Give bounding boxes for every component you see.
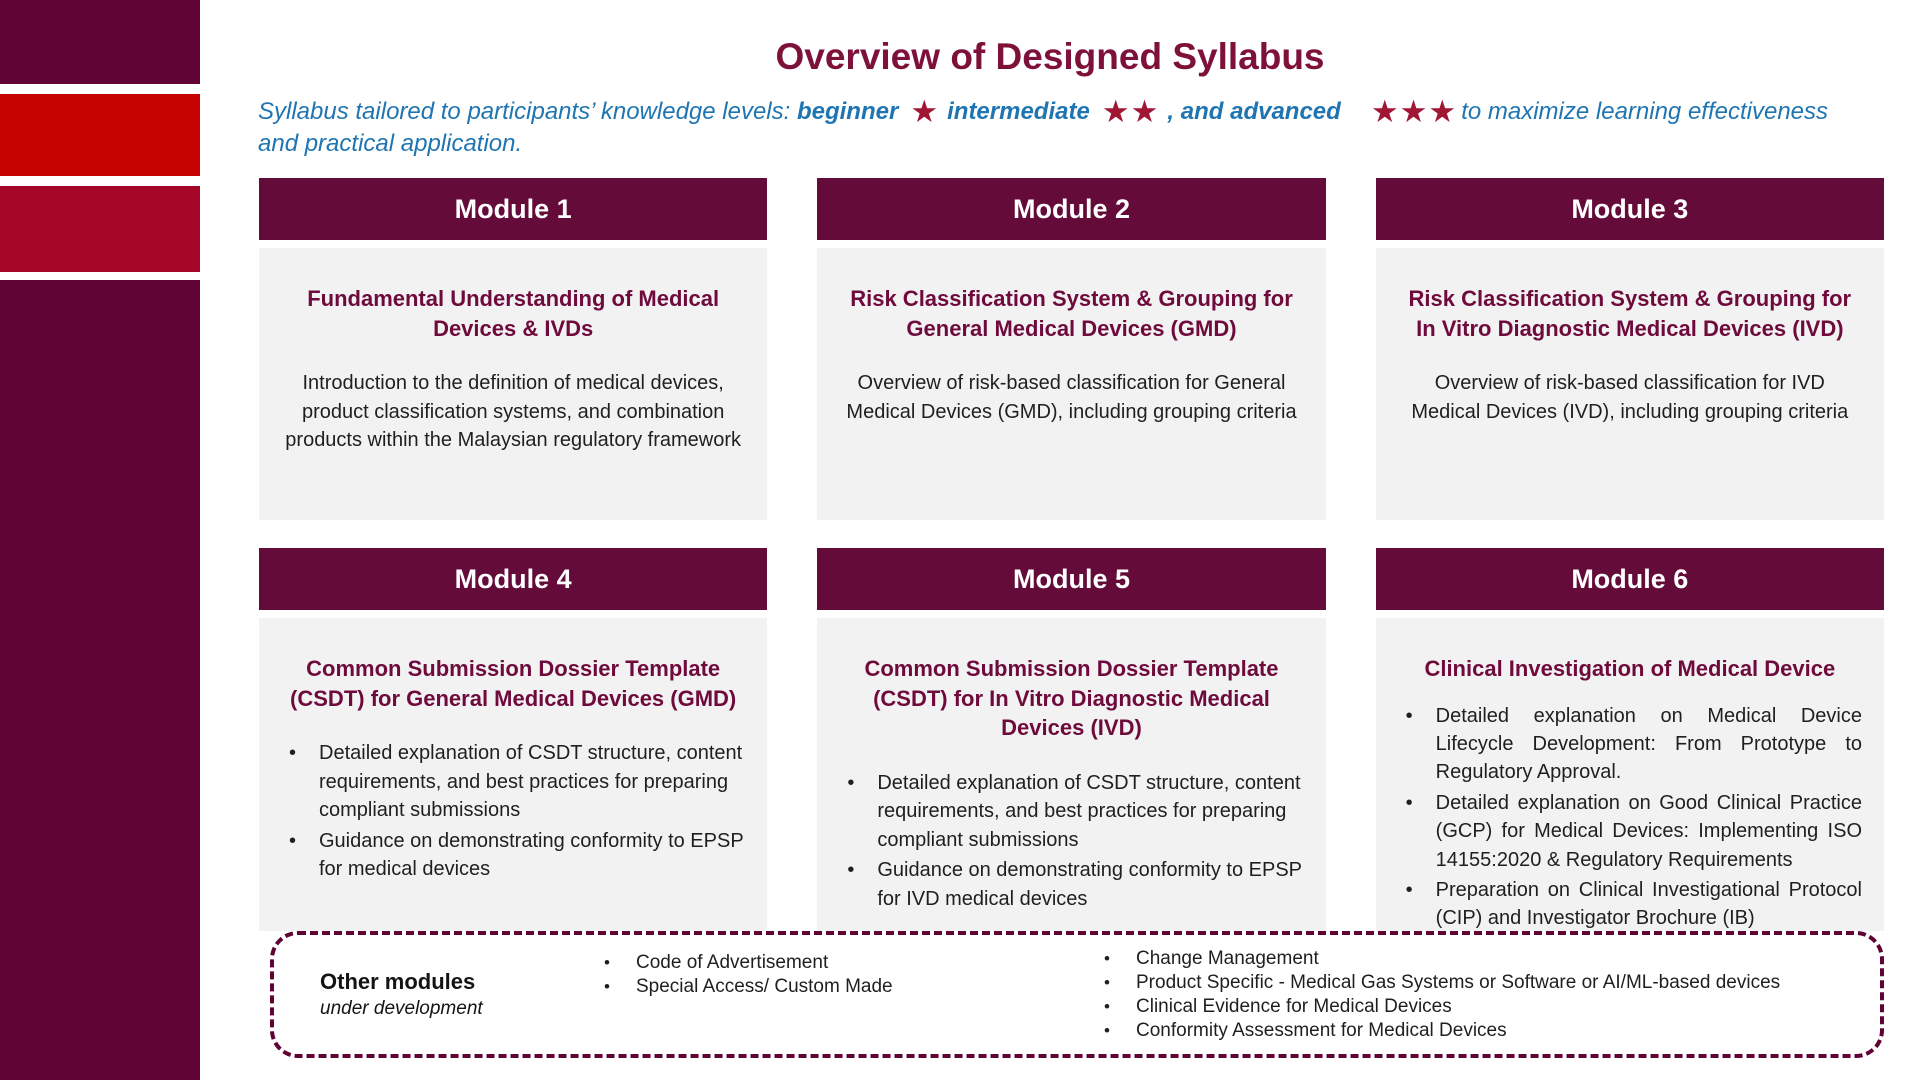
other-module-item: • Code of Advertisement (592, 951, 893, 975)
other-modules-label: Other modules (320, 969, 476, 994)
sidebar-block-red (0, 94, 200, 176)
module-1-title: Fundamental Understanding of Medical Devices & IVDs (307, 286, 720, 341)
module-4-card (259, 548, 767, 931)
module-2-description: Overview of risk-based classification for General Medical Devices (GMD), including grouping criteria (846, 372, 1297, 423)
intermediate-stars-icon: ★★ (1101, 94, 1160, 129)
other-modules-list-right (1092, 947, 1780, 1043)
module-6-bullet: • Preparation on Clinical Investigational Protocol (CIP) and Investigator Brochure (IB) (1398, 876, 1862, 933)
module-6-header: Module 6 (1376, 548, 1884, 610)
subtitle-prefix: Syllabus tailored to participants’ knowledge levels: (258, 98, 797, 125)
module-3-title: Risk Classification System & Grouping for In Vitro Diagnostic Medical Devices (IVD) (1408, 286, 1852, 341)
module-3-body (1376, 248, 1884, 520)
module-4-bullet: • Guidance on demonstrating conformity to EPSP for medical devices (281, 827, 745, 884)
module-4-bullet-list (279, 739, 747, 883)
module-5-card (817, 548, 1325, 931)
module-grid (259, 178, 1884, 931)
module-5-body (817, 618, 1325, 931)
module-5-bullet: • Guidance on demonstrating conformity to EPSP for IVD medical devices (839, 856, 1303, 913)
advanced-label: , and advanced (1167, 98, 1341, 125)
other-modules-box (270, 931, 1884, 1058)
module-4-bullet: • Detailed explanation of CSDT structure, content requirements, and best practices for preparing compliant submissions (281, 739, 745, 824)
module-2-header: Module 2 (817, 178, 1325, 240)
module-6-bullet: • Detailed explanation on Medical Device Lifecycle Development: From Prototype to Regulatory Approval. (1398, 702, 1862, 787)
module-4-header: Module 4 (259, 548, 767, 610)
module-4-title: Common Submission Dossier Template (CSDT) for General Medical Devices (GMD) (290, 656, 737, 711)
module-6-body (1376, 618, 1884, 931)
other-module-item: • Product Specific - Medical Gas Systems or Software or AI/ML-based devices (1092, 971, 1780, 995)
module-5-title: Common Submission Dossier Template (CSDT) for In Vitro Diagnostic Medical Devices (IVD) (864, 656, 1279, 741)
module-3-description: Overview of risk-based classification for IVD Medical Devices (IVD), including grouping criteria (1411, 372, 1849, 423)
module-6-bullet-list (1396, 702, 1864, 933)
other-modules-label-block (320, 969, 483, 1020)
module-2-card (817, 178, 1325, 520)
other-module-item: • Clinical Evidence for Medical Devices (1092, 995, 1780, 1019)
module-1-body (259, 248, 767, 520)
sidebar-accent-bar (0, 0, 200, 1080)
module-6-card (1376, 548, 1884, 931)
module-1-description: Introduction to the definition of medical devices, product classification systems, and combination products within the Malaysian regulatory framework (285, 372, 742, 452)
module-2-title: Risk Classification System & Grouping for General Medical Devices (GMD) (850, 286, 1293, 341)
subtitle (258, 96, 1858, 161)
module-3-card (1376, 178, 1884, 520)
advanced-stars-icon: ★★★ (1370, 94, 1458, 129)
other-module-item: • Change Management (1092, 947, 1780, 971)
other-modules-sublabel: under development (320, 998, 483, 1019)
subtitle-suffix: to maximize learning effectiveness and practical application. (258, 98, 1829, 158)
other-modules-list-left (592, 951, 893, 999)
other-module-item: • Special Access/ Custom Made (592, 975, 893, 999)
beginner-label: beginner (796, 98, 899, 125)
module-1-header: Module 1 (259, 178, 767, 240)
module-5-header: Module 5 (817, 548, 1325, 610)
sidebar-block-maroon-bottom (0, 280, 200, 1080)
beginner-star-icon: ★ (910, 94, 940, 129)
module-4-body (259, 618, 767, 931)
module-2-body (817, 248, 1325, 520)
module-5-bullet-list (837, 769, 1305, 913)
module-3-header: Module 3 (1376, 178, 1884, 240)
page-title: Overview of Designed Syllabus (775, 36, 1325, 77)
sidebar-block-maroon-top (0, 0, 200, 84)
module-1-card (259, 178, 767, 520)
sidebar-block-crimson (0, 186, 200, 272)
other-module-item: • Conformity Assessment for Medical Devices (1092, 1019, 1780, 1043)
intermediate-label: intermediate (947, 98, 1090, 125)
module-6-title: Clinical Investigation of Medical Device (1424, 656, 1836, 681)
module-5-bullet: • Detailed explanation of CSDT structure, content requirements, and best practices for preparing compliant submissions (839, 769, 1303, 854)
module-6-bullet: • Detailed explanation on Good Clinical Practice (GCP) for Medical Devices: Implementing ISO 14155:2020 & Regulatory Requirements (1398, 789, 1862, 874)
